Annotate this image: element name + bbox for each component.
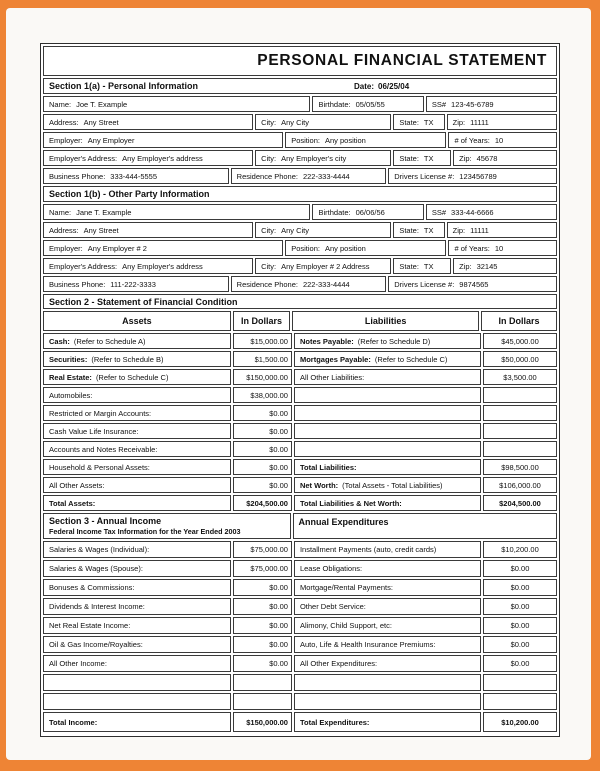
income-cell [43, 655, 231, 672]
income-label: Net Real Estate Income: [49, 621, 131, 630]
asset-value: $38,000.00 [233, 387, 292, 403]
income-cell [43, 579, 231, 596]
income-expenditure-row [43, 636, 557, 653]
field-ssn [426, 96, 557, 112]
liability-note: (Total Assets - Total Liabilities) [342, 480, 443, 490]
expenditure-cell [294, 693, 481, 710]
asset-label: Restricted or Margin Accounts: [49, 408, 152, 418]
asset-value: $0.00 [233, 459, 292, 475]
expenditure-label: Mortgage/Rental Payments: [299, 583, 393, 592]
field-city [255, 258, 391, 274]
field-label: # of Years: [454, 135, 490, 145]
field-value: Any Employer's city [281, 153, 347, 163]
income-value [233, 674, 292, 691]
field-label: Zip: [459, 153, 472, 163]
asset-cell [43, 423, 231, 439]
expenditure-label: Alimony, Child Support, etc: [299, 621, 392, 630]
income-label: Salaries & Wages (Spouse): [49, 564, 143, 573]
field-value: Any Employer's address [122, 153, 203, 163]
asset-value: $204,500.00 [233, 495, 292, 511]
section-1a-heading-label: Section 1(a) - Personal Information [49, 81, 199, 91]
income-label: Dividends & Interest Income: [49, 602, 145, 611]
document-title-box [43, 46, 557, 76]
field-label: SS# [431, 207, 447, 217]
liability-value [483, 387, 557, 403]
income-expenditure-row [43, 541, 557, 558]
field-address [43, 222, 253, 238]
field-label: State: [399, 117, 419, 127]
field-value: Any City [281, 225, 310, 235]
asset-note: (Refer to Schedule C) [95, 372, 169, 382]
liability-cell [294, 333, 481, 349]
field-value: 10 [494, 243, 504, 253]
annual-expenditures-heading-label: Annual Expenditures [298, 517, 389, 527]
field-city [255, 114, 391, 130]
income-value [233, 693, 292, 710]
field-employer-address [43, 258, 253, 274]
field-value: 123-45-6789 [451, 99, 494, 109]
field-value: 222-333-4444 [302, 279, 350, 289]
income-label: Bonuses & Commissions: [49, 583, 135, 592]
asset-cell [43, 333, 231, 349]
field-business-phone [43, 276, 229, 292]
field-label: Birthdate: [318, 99, 351, 109]
income-expenditure-row [43, 655, 557, 672]
field-label: Employer: [49, 135, 83, 145]
financial-row [43, 333, 557, 349]
liability-value: $50,000.00 [483, 351, 557, 367]
field-value: Any Street [83, 225, 119, 235]
asset-label: Household & Personal Assets: [49, 462, 150, 472]
field-label: Position: [291, 243, 320, 253]
field-value: TX [423, 261, 434, 271]
section-3-heading-line2: Federal Income Tax Information for the Year Ended 2003 [49, 527, 241, 536]
field-value: Any Employer # 2 [87, 243, 147, 253]
asset-value: $15,000.00 [233, 333, 292, 349]
liability-value [483, 423, 557, 439]
liability-cell [294, 351, 481, 367]
liability-cell [294, 441, 481, 457]
field-label: Name: [49, 99, 72, 109]
field-row [43, 222, 557, 238]
asset-label: Securities: [49, 354, 88, 364]
field-label: Birthdate: [318, 207, 351, 217]
liability-value: $106,000.00 [483, 477, 557, 493]
income-cell [43, 560, 231, 577]
page-title: PERSONAL FINANCIAL STATEMENT [257, 52, 547, 69]
field-city [255, 150, 391, 166]
asset-label: Accounts and Notes Receivable: [49, 444, 158, 454]
asset-value: $150,000.00 [233, 369, 292, 385]
financial-statement-document [40, 43, 560, 737]
field-value: Jane T. Example [76, 207, 132, 217]
field-label: Zip: [459, 261, 472, 271]
field-state [393, 258, 451, 274]
field-zip [447, 222, 557, 238]
field-state [393, 222, 444, 238]
totals-row [43, 712, 557, 732]
expenditure-cell [294, 598, 481, 615]
empty-row [43, 693, 557, 710]
income-value: $75,000.00 [233, 541, 292, 558]
field-drivers-license [388, 276, 557, 292]
liability-value: $3,500.00 [483, 369, 557, 385]
expenditure-cell [294, 636, 481, 653]
income-value: $75,000.00 [233, 560, 292, 577]
asset-cell [43, 477, 231, 493]
liability-value: $45,000.00 [483, 333, 557, 349]
field-city [255, 222, 391, 238]
income-label: Salaries & Wages (Individual): [49, 545, 150, 554]
liability-label: Notes Payable: [299, 336, 354, 346]
field-zip [453, 150, 557, 166]
asset-note: (Refer to Schedule B) [91, 354, 164, 364]
field-label: Name: [49, 207, 72, 217]
asset-value: $0.00 [233, 405, 292, 421]
financial-row [43, 387, 557, 403]
field-value: Any Employer [87, 135, 135, 145]
liability-value [483, 441, 557, 457]
asset-cell [43, 387, 231, 403]
field-row [43, 132, 557, 148]
field-row [43, 150, 557, 166]
financial-row [43, 441, 557, 457]
expenditure-label: Other Debt Service: [299, 602, 366, 611]
field-label: Business Phone: [49, 171, 106, 181]
asset-value: $0.00 [233, 423, 292, 439]
field-label: Drivers License #: [394, 279, 455, 289]
expenditure-label: Installment Payments (auto, credit cards) [299, 545, 437, 554]
income-cell [43, 541, 231, 558]
financial-row [43, 459, 557, 475]
section-2-heading-label: Section 2 - Statement of Financial Condition [49, 296, 238, 307]
field-label: Residence Phone: [236, 279, 298, 289]
liability-note: (Refer to Schedule C) [374, 354, 448, 364]
field-label: Address: [49, 225, 79, 235]
field-label: State: [399, 225, 419, 235]
expenditure-value: $0.00 [483, 560, 557, 577]
assets-dollars-column-header: In Dollars [233, 311, 290, 331]
field-employer [43, 240, 283, 256]
income-cell [43, 693, 231, 710]
liability-cell [294, 387, 481, 403]
liabilities-column-header: Liabilities [292, 311, 479, 331]
income-value: $0.00 [233, 617, 292, 634]
asset-label: Automobiles: [49, 390, 93, 400]
section-3-heading-line1: Section 3 - Annual Income [49, 516, 162, 526]
field-label: Employer's Address: [49, 261, 118, 271]
field-label: State: [399, 261, 419, 271]
field-value: Any Street [83, 117, 119, 127]
field-birthdate [312, 96, 423, 112]
liability-label: Total Liabilities: [299, 462, 357, 472]
field-residence-phone [231, 276, 387, 292]
assets-column-header: Assets [43, 311, 231, 331]
financial-header-row [43, 311, 557, 331]
field-label: Zip: [452, 117, 466, 127]
total-income-cell [43, 712, 231, 732]
asset-cell [43, 405, 231, 421]
section-3-heading-row [43, 513, 557, 539]
expenditure-value: $0.00 [483, 598, 557, 615]
field-value: 11111 [470, 225, 489, 235]
field-state [393, 150, 451, 166]
liability-value: $98,500.00 [483, 459, 557, 475]
expenditure-cell [294, 655, 481, 672]
expenditure-value: $0.00 [483, 617, 557, 634]
section-1b-heading [43, 186, 557, 202]
financial-row [43, 369, 557, 385]
expenditure-value: $0.00 [483, 655, 557, 672]
field-value: Any Employer # 2 Address [281, 261, 370, 271]
liability-value: $204,500.00 [483, 495, 557, 511]
section-1a-heading [43, 78, 557, 94]
field-value: 06/06/56 [355, 207, 385, 217]
asset-label: Cash: [49, 336, 70, 346]
field-value: 9874565 [459, 279, 489, 289]
expenditure-cell [294, 560, 481, 577]
income-value: $0.00 [233, 579, 292, 596]
asset-cell [43, 441, 231, 457]
field-zip [453, 258, 557, 274]
total-income-value: $150,000.00 [233, 712, 292, 732]
liability-cell [294, 369, 481, 385]
liabilities-dollars-column-header: In Dollars [481, 311, 557, 331]
field-drivers-license [388, 168, 557, 184]
asset-cell [43, 369, 231, 385]
financial-row [43, 477, 557, 493]
section-2-heading [43, 294, 557, 309]
field-label: State: [399, 153, 419, 163]
income-value: $0.00 [233, 655, 292, 672]
financial-row [43, 405, 557, 421]
field-label: City: [261, 225, 277, 235]
field-value: 123456789 [459, 171, 497, 181]
liability-label: Mortgages Payable: [299, 354, 371, 364]
asset-label: All Other Assets: [49, 480, 105, 490]
field-value: Any Employer's address [122, 261, 203, 271]
field-birthdate [312, 204, 423, 220]
liability-cell [294, 423, 481, 439]
income-expenditure-row [43, 579, 557, 596]
liability-value [483, 405, 557, 421]
liability-cell [294, 477, 481, 493]
income-expenditure-row [43, 617, 557, 634]
total-expenditures-label: Total Expenditures: [299, 717, 370, 727]
empty-row [43, 674, 557, 691]
field-label: Drivers License #: [394, 171, 455, 181]
field-value: TX [423, 117, 434, 127]
expenditure-label: Auto, Life & Health Insurance Premiums: [299, 640, 436, 649]
liability-cell [294, 495, 481, 511]
liability-cell [294, 459, 481, 475]
field-label: # of Years: [454, 243, 490, 253]
income-label: All Other Income: [49, 659, 107, 668]
income-expenditure-row [43, 560, 557, 577]
field-value: 333-44-6666 [451, 207, 494, 217]
expenditure-cell [294, 579, 481, 596]
expenditure-label: All Other Expenditures: [299, 659, 378, 668]
field-value: TX [423, 225, 434, 235]
field-value: 10 [494, 135, 504, 145]
asset-label: Cash Value Life Insurance: [49, 426, 139, 436]
field-row [43, 204, 557, 220]
expenditure-value [483, 674, 557, 691]
liability-note: (Refer to Schedule D) [357, 336, 431, 346]
expenditure-cell [294, 541, 481, 558]
liability-label: All Other Liabilities: [299, 372, 365, 382]
asset-value: $1,500.00 [233, 351, 292, 367]
expenditure-cell [294, 674, 481, 691]
field-row [43, 240, 557, 256]
date-label: Date: [354, 81, 375, 91]
financial-total-row [43, 495, 557, 511]
asset-cell [43, 459, 231, 475]
field-row [43, 276, 557, 292]
total-expenditures-cell [294, 712, 481, 732]
expenditure-value: $0.00 [483, 636, 557, 653]
field-label: Residence Phone: [236, 171, 298, 181]
expenditure-value: $10,200.00 [483, 541, 557, 558]
income-cell [43, 636, 231, 653]
field-ssn [426, 204, 557, 220]
field-label: City: [261, 261, 277, 271]
field-value: Any City [281, 117, 310, 127]
field-label: Position: [291, 135, 320, 145]
income-label: Oil & Gas Income/Royalties: [49, 640, 143, 649]
field-label: Employer's Address: [49, 153, 118, 163]
field-state [393, 114, 444, 130]
field-row [43, 96, 557, 112]
field-value: Joe T. Example [76, 99, 128, 109]
field-value: 05/05/55 [355, 99, 385, 109]
field-zip [447, 114, 557, 130]
income-value: $0.00 [233, 598, 292, 615]
field-value: 333-444-5555 [110, 171, 158, 181]
field-label: Employer: [49, 243, 83, 253]
expenditure-label: Lease Obligations: [299, 564, 363, 573]
total-income-label: Total Income: [49, 717, 98, 727]
field-row [43, 114, 557, 130]
field-value: 222-333-4444 [302, 171, 350, 181]
field-years [448, 132, 557, 148]
field-value: 32145 [476, 261, 498, 271]
asset-label: Real Estate: [49, 372, 92, 382]
income-expenditure-row [43, 598, 557, 615]
date-field [354, 82, 409, 91]
field-value: Any position [325, 243, 366, 253]
asset-label: Total Assets: [49, 498, 96, 508]
field-name [43, 204, 310, 220]
expenditure-value: $0.00 [483, 579, 557, 596]
field-name [43, 96, 310, 112]
section-1b-heading-label: Section 1(b) - Other Party Information [49, 189, 210, 199]
total-expenditures-value: $10,200.00 [483, 712, 557, 732]
field-label: Zip: [452, 225, 466, 235]
field-label: SS# [431, 99, 447, 109]
financial-row [43, 351, 557, 367]
expenditure-cell [294, 617, 481, 634]
field-label: Business Phone: [49, 279, 106, 289]
field-years [448, 240, 557, 256]
field-row [43, 258, 557, 274]
field-value: Any position [325, 135, 366, 145]
asset-value: $0.00 [233, 477, 292, 493]
field-value: TX [423, 153, 434, 163]
field-employer-address [43, 150, 253, 166]
asset-cell [43, 351, 231, 367]
field-residence-phone [231, 168, 387, 184]
page-background [6, 8, 591, 760]
field-position [285, 132, 446, 148]
asset-note: (Refer to Schedule A) [73, 336, 146, 346]
field-business-phone [43, 168, 229, 184]
financial-row [43, 423, 557, 439]
annual-expenditures-heading [293, 513, 557, 539]
field-label: City: [261, 117, 277, 127]
field-label: Address: [49, 117, 79, 127]
asset-value: $0.00 [233, 441, 292, 457]
field-value: 111-222-3333 [110, 279, 156, 289]
liability-cell [294, 405, 481, 421]
field-value: 45678 [476, 153, 498, 163]
liability-label: Net Worth: [299, 480, 339, 490]
income-cell [43, 674, 231, 691]
income-value: $0.00 [233, 636, 292, 653]
field-employer [43, 132, 283, 148]
field-position [285, 240, 446, 256]
field-label: City: [261, 153, 277, 163]
income-cell [43, 617, 231, 634]
section-3-income-heading [43, 513, 291, 539]
field-row [43, 168, 557, 184]
expenditure-value [483, 693, 557, 710]
date-value: 06/25/04 [378, 81, 410, 91]
income-cell [43, 598, 231, 615]
liability-label: Total Liabilities & Net Worth: [299, 498, 402, 508]
field-value: 11111 [470, 117, 489, 127]
field-address [43, 114, 253, 130]
asset-cell [43, 495, 231, 511]
